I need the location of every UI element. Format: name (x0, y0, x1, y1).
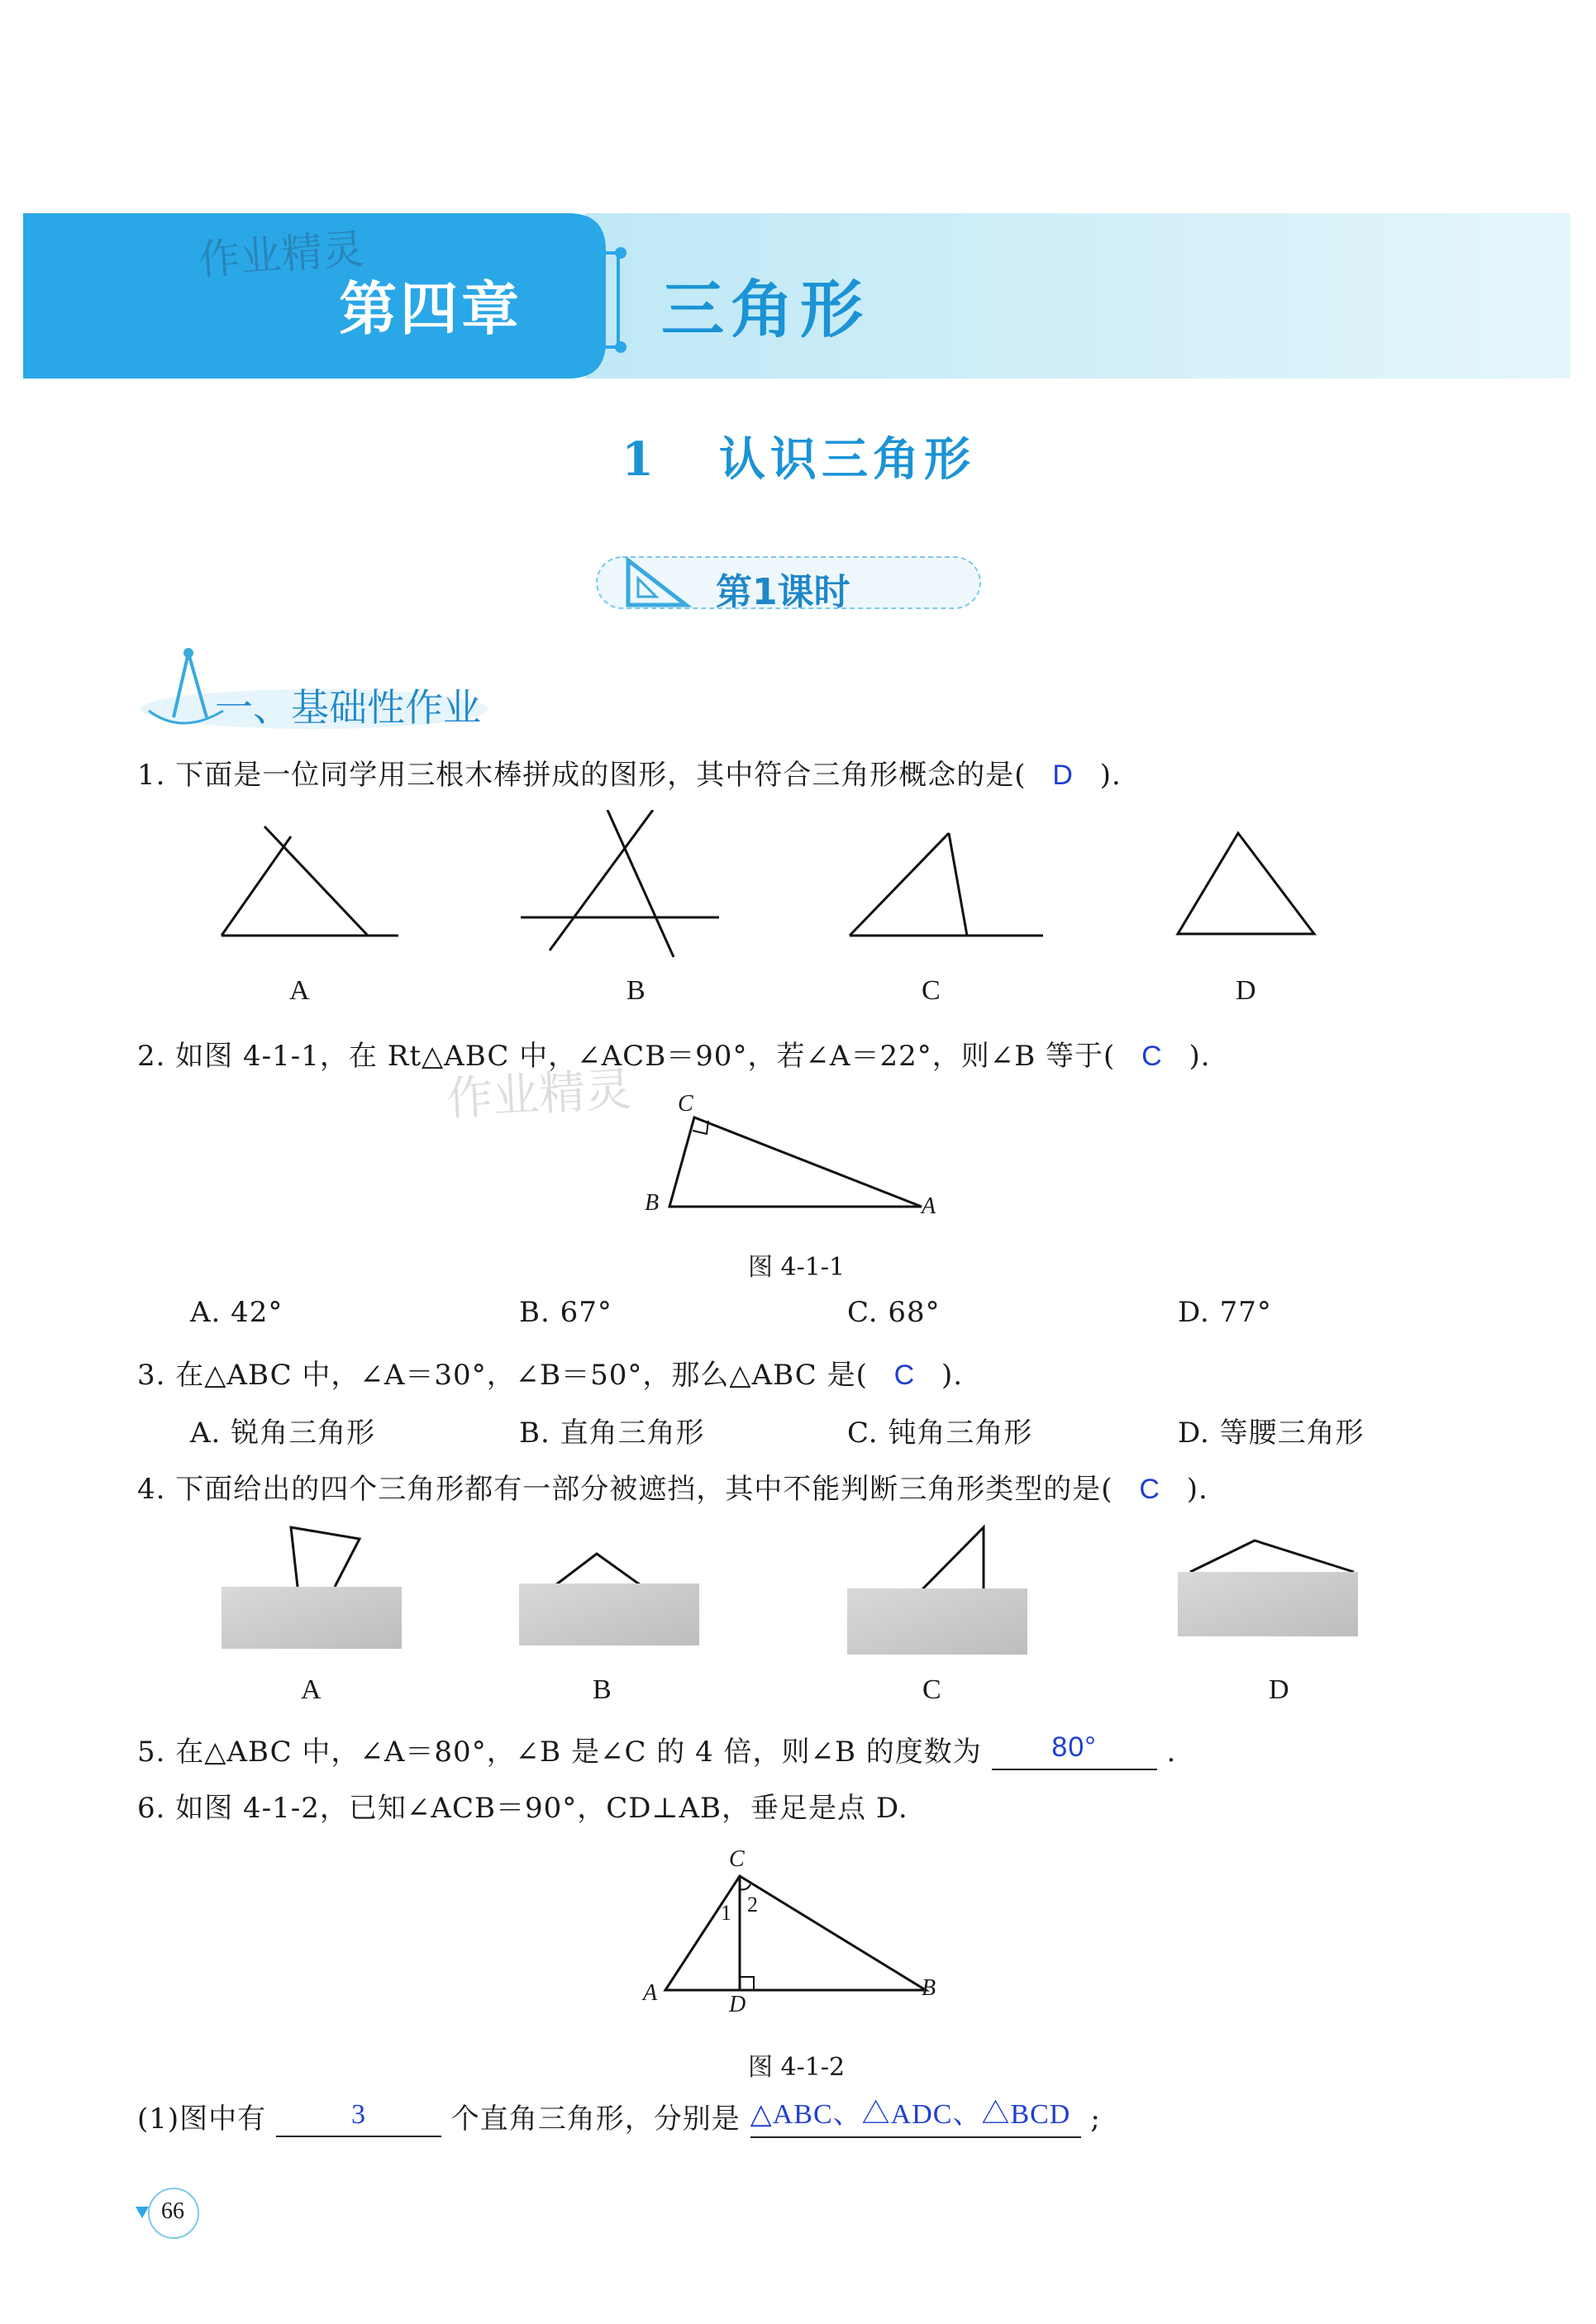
q6-sub1-prefix: (1)图中有 (137, 2103, 267, 2136)
q2-answer: C (1141, 1041, 1163, 1072)
q4-option-b: B (593, 1674, 612, 1705)
q2-choice-c: C. 68° (847, 1296, 941, 1329)
q4-figure-c (847, 1527, 1027, 1655)
triangle-marker-icon (136, 2207, 149, 2218)
q4-figure-b (519, 1554, 699, 1645)
part-title: 一、基础性作业 (215, 685, 481, 730)
q5-stem (137, 1729, 1176, 1770)
q6-sub1-answer2: △ABC、△ADC、△BCD (750, 2099, 1071, 2130)
q6-caption: 图 4-1-2 (748, 2053, 846, 2082)
q2-watermark: 作业精灵 (445, 1063, 633, 1126)
q1-end: ). (1099, 759, 1122, 792)
q2-end: ). (1189, 1040, 1211, 1073)
q6-stem: 6. 如图 4-1-2，已知∠ACB＝90°，CD⊥AB，垂足是点 D. (137, 1792, 908, 1825)
q4-option-a: A (301, 1674, 322, 1705)
q5-blank (992, 1731, 1157, 1770)
q3-choice-b: B. 直角三角形 (519, 1417, 705, 1450)
banner-watermark: 作业精灵 (197, 225, 366, 284)
q4-answer: C (1139, 1474, 1160, 1505)
q2-choice-d: D. 77° (1178, 1296, 1272, 1329)
q3-choice-a: A. 锐角三角形 (190, 1417, 376, 1450)
q2-choice-b: B. 67° (519, 1296, 612, 1329)
q2-text: 2. 如图 4-1-1，在 Rt△ABC 中，∠ACB＝90°，若∠A＝22°，则∠B 等于( (137, 1040, 1116, 1073)
q2-stem (137, 1033, 1211, 1074)
q6-sub1-answer: 3 (350, 2099, 366, 2130)
q1-answer: D (1052, 760, 1074, 791)
q3-choice-d: D. 等腰三角形 (1178, 1417, 1365, 1450)
q1-text: 1. 下面是一位同学用三根木棒拼成的图形，其中符合三角形概念的是( (137, 759, 1027, 792)
section-number: 1 (622, 432, 654, 487)
q6-sub1-blank1 (276, 2099, 441, 2137)
q4-stem (137, 1466, 1208, 1507)
q4-option-c: C (922, 1674, 941, 1705)
q1-figure-c (850, 833, 1043, 936)
q5-end: . (1166, 1736, 1177, 1769)
q1-option-c: C (922, 975, 941, 1006)
lesson-badge (595, 554, 984, 612)
section-title: 认识三角形 (718, 432, 975, 487)
q6-sub1-blank2 (750, 2096, 1081, 2138)
q2-vertex-c: C (678, 1091, 693, 1117)
q4-option-d: D (1269, 1674, 1289, 1705)
q1-option-a: A (289, 975, 310, 1006)
q4-figures (0, 1521, 1596, 1661)
q2-caption: 图 4-1-1 (748, 1253, 846, 1282)
q1-figure-a (222, 826, 398, 936)
q3-text: 3. 在△ABC 中，∠A＝30°，∠B＝50°，那么△ABC 是( (137, 1359, 868, 1392)
q1-option-d: D (1236, 975, 1256, 1006)
q3-stem (137, 1352, 963, 1393)
q3-end: ). (941, 1359, 964, 1392)
q3-answer: C (893, 1360, 916, 1391)
q3-choice-c: C. 钝角三角形 (847, 1417, 1033, 1450)
q4-figure-a (222, 1527, 402, 1649)
q6-vertex-b: B (922, 1975, 936, 2001)
q4-figure-d (1178, 1541, 1358, 1636)
q2-vertex-b: B (645, 1190, 660, 1216)
lesson-badge-text: 第1课时 (716, 571, 850, 613)
chapter-label: 第四章 (339, 275, 522, 343)
q6-vertex-d: D (729, 1992, 746, 2017)
chapter-title: 三角形 (661, 273, 869, 346)
q2-vertex-a: A (922, 1193, 936, 1219)
q1-figure-b (521, 810, 719, 957)
page-number: 66 (161, 2198, 184, 2224)
q1-option-b: B (626, 975, 646, 1006)
q5-answer: 80° (1051, 1731, 1097, 1763)
q5-text: 5. 在△ABC 中，∠A＝80°，∠B 是∠C 的 4 倍，则∠B 的度数为 (137, 1736, 982, 1769)
q6-sub1-mid: 个直角三角形，分别是 (450, 2103, 741, 2136)
q1-stem (137, 752, 1122, 793)
q6-sub1 (137, 2096, 1101, 2138)
q4-text: 4. 下面给出的四个三角形都有一部分被遮挡，其中不能判断三角形类型的是( (137, 1473, 1113, 1506)
q6-angle-2: 2 (747, 1893, 758, 1917)
q6-vertex-a: A (643, 1980, 658, 2006)
part-title-block (132, 645, 521, 736)
section-heading (622, 423, 975, 489)
q2-choice-a: A. 42° (190, 1296, 283, 1329)
q6-angle-1: 1 (721, 1901, 731, 1925)
q6-vertex-c: C (729, 1846, 745, 1872)
q1-figures (0, 810, 1596, 959)
q1-figure-d (1178, 833, 1314, 934)
q6-sub1-end: ; (1090, 2103, 1101, 2136)
q4-end: ). (1186, 1473, 1208, 1506)
